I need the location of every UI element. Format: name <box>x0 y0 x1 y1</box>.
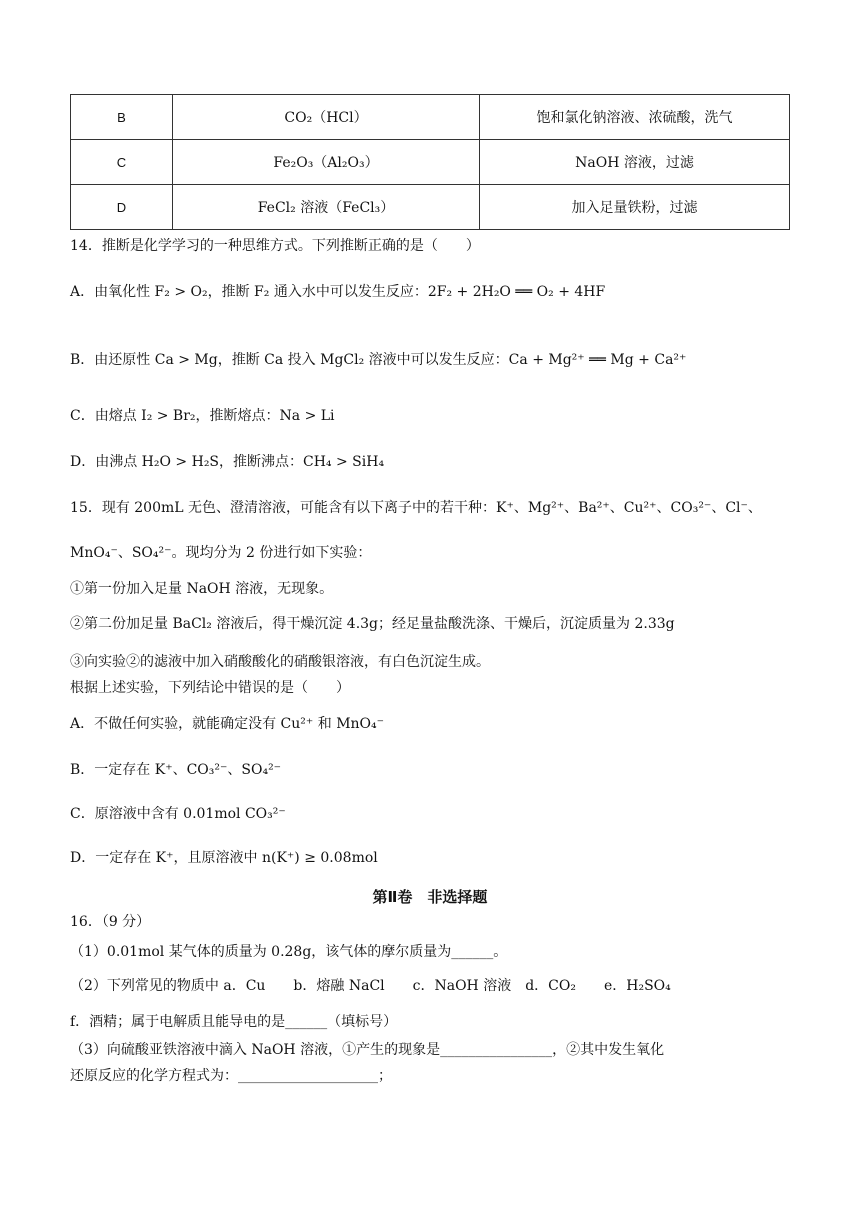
option-label: B <box>71 95 173 140</box>
q14-stem: 14．推断是化学学习的一种思维方式。下列推断正确的是（ ） <box>70 238 480 254</box>
table-row <box>71 185 790 230</box>
q15-option-a: A．不做任何实验，就能确定没有 Cu²⁺ 和 MnO₄⁻ <box>70 716 385 732</box>
q14-option-b: B．由还原性 Ca > Mg，推断 Ca 投入 MgCl₂ 溶液中可以发生反应：Ca + Mg²⁺ ══ Mg + Ca²⁺ <box>70 352 687 368</box>
q14-option-a: A．由氧化性 F₂ > O₂，推断 F₂ 通入水中可以发生反应：2F₂ + 2H₂O ══ O₂ + 4HF <box>70 284 606 300</box>
table-row <box>71 140 790 185</box>
part2-heading: 第Ⅱ卷 非选择题 <box>372 888 488 906</box>
method-cell: 加入足量铁粉，过滤 <box>480 185 790 230</box>
substance-cell <box>173 185 480 230</box>
q16-part2-cont: f．酒精；属于电解质且能导电的是______（填标号） <box>70 1014 398 1030</box>
q15-experiment-1: ①第一份加入足量 NaOH 溶液，无现象。 <box>70 581 334 597</box>
table-row <box>71 95 790 140</box>
method-cell: NaOH 溶液，过滤 <box>480 140 790 185</box>
q15-stem-line1: 15．现有 200mL 无色、澄清溶液，可能含有以下离子中的若干种：K⁺、Mg²⁺、Ba²⁺、Cu²⁺、CO₃²⁻、Cl⁻、 <box>70 500 762 516</box>
q14-option-d: D．由沸点 H₂O > H₂S，推断沸点：CH₄ > SiH₄ <box>70 454 385 470</box>
substance-text: CO₂（HCl） <box>284 110 368 126</box>
substance-text: Fe₂O₃（Al₂O₃） <box>273 155 379 171</box>
q15-option-b: B．一定存在 K⁺、CO₃²⁻、SO₄²⁻ <box>70 762 282 778</box>
option-table <box>70 94 790 230</box>
q16-part3: （3）向硫酸亚铁溶液中滴入 NaOH 溶液，①产生的现象是________________，②其中发生氧化 <box>70 1042 665 1058</box>
q16-part2: （2）下列常见的物质中 a．Cu b．熔融 NaCl c．NaOH 溶液 d．CO₂ e．H₂SO₄ <box>70 978 671 994</box>
substance-text: FeCl₂ 溶液（FeCl₃） <box>257 200 395 216</box>
q15-question: 根据上述实验，下列结论中错误的是（ ） <box>70 680 350 696</box>
q15-option-c: C．原溶液中含有 0.01mol CO₃²⁻ <box>70 806 286 822</box>
option-label: D <box>71 185 173 230</box>
option-label: C <box>71 140 173 185</box>
substance-cell <box>173 140 480 185</box>
method-cell: 饱和氯化钠溶液、浓硫酸，洗气 <box>480 95 790 140</box>
q16-part3-cont: 还原反应的化学方程式为：____________________； <box>70 1068 392 1084</box>
q16-part1: （1）0.01mol 某气体的质量为 0.28g，该气体的摩尔质量为______。 <box>70 944 508 960</box>
q14-option-c: C．由熔点 I₂ > Br₂，推断熔点：Na > Li <box>70 408 335 424</box>
substance-cell <box>173 95 480 140</box>
q15-option-d: D．一定存在 K⁺，且原溶液中 n(K⁺) ≥ 0.08mol <box>70 850 378 866</box>
q16-heading: 16．（9 分） <box>70 914 151 930</box>
q15-experiment-3: ③向实验②的滤液中加入硝酸酸化的硝酸银溶液，有白色沉淀生成。 <box>70 654 490 670</box>
q15-stem-line2: MnO₄⁻、SO₄²⁻。现均分为 2 份进行如下实验： <box>70 545 372 561</box>
q15-experiment-2: ②第二份加足量 BaCl₂ 溶液后，得干燥沉淀 4.3g；经足量盐酸洗涤、干燥后，沉淀质量为 2.33g <box>70 616 675 632</box>
